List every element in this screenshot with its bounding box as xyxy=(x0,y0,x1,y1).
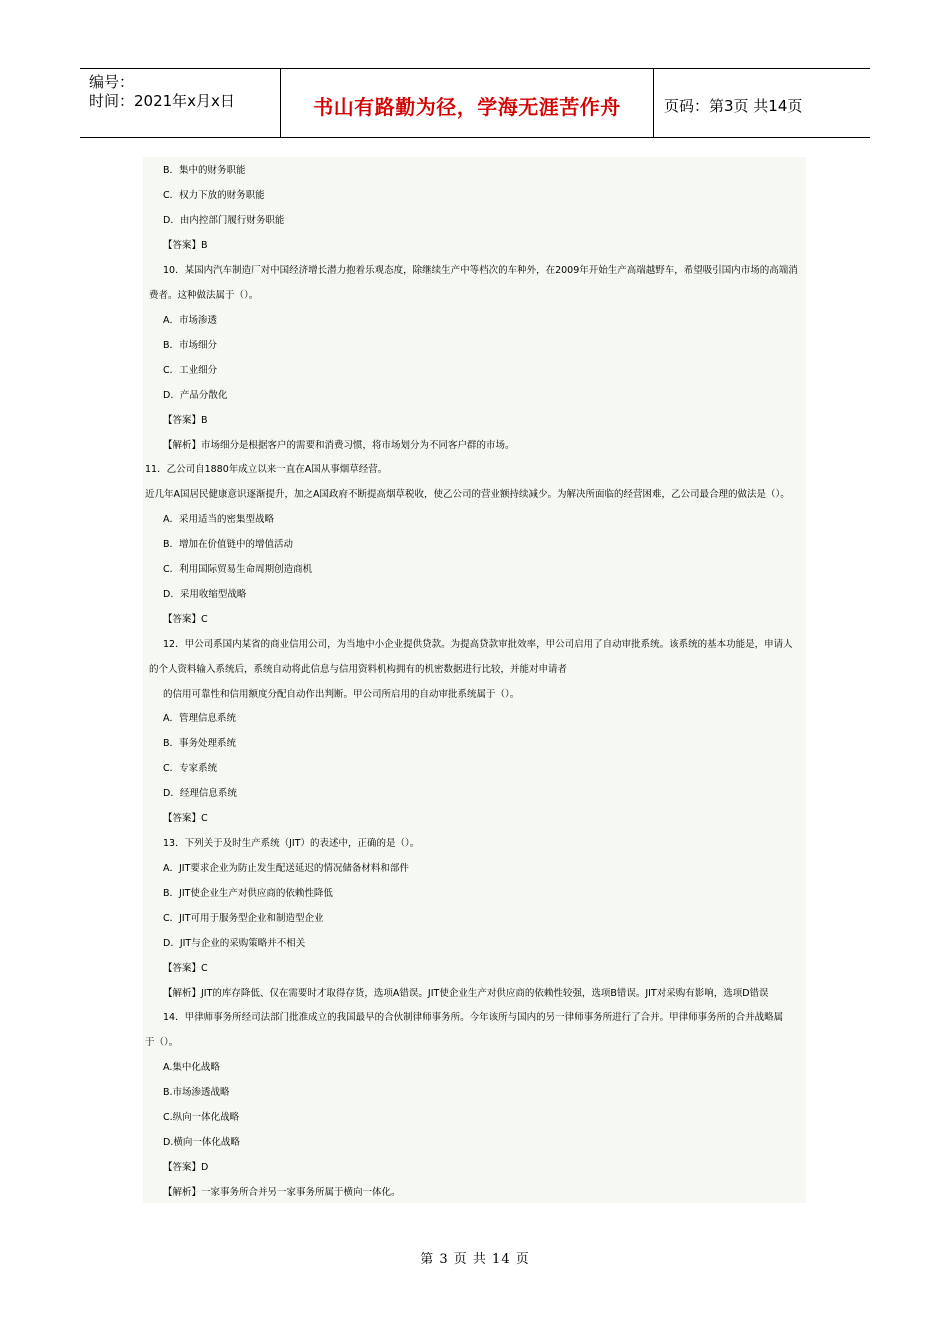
document-body xyxy=(143,157,806,1203)
page-footer: 第 3 页 共 14 页 xyxy=(420,1252,530,1267)
text-line: A．市场渗透 xyxy=(163,315,217,326)
text-line: 10．某国内汽车制造厂对中国经济增长潜力抱着乐观态度，除继续生产中等档次的车种外，在2009年开始生产高端越野车，希望吸引国内市场的高端消 xyxy=(163,265,798,276)
text-line: 【答案】B xyxy=(163,415,208,426)
text-line: 【答案】C xyxy=(163,963,208,974)
text-line: B．市场细分 xyxy=(163,340,218,351)
text-line: 于（）。 xyxy=(145,1037,179,1048)
text-line: 【答案】C xyxy=(163,813,208,824)
text-line: 近几年A国居民健康意识逐渐提升，加之A国政府不断提高烟草税收，使乙公司的营业额持续减少。为解决所面临的经营困难，乙公司最合理的做法是（）。 xyxy=(145,489,790,500)
text-line: C．专家系统 xyxy=(163,763,218,774)
text-line: 13．下列关于及时生产系统（JIT）的表述中，正确的是（）。 xyxy=(163,838,420,849)
text-line: C．JIT可用于服务型企业和制造型企业 xyxy=(163,913,324,924)
text-line: C．利用国际贸易生命周期创造商机 xyxy=(163,564,313,575)
text-line: 【解析】一家事务所合并另一家事务所属于横向一体化。 xyxy=(163,1187,401,1198)
text-line: 费者。这种做法属于（）。 xyxy=(149,290,259,301)
text-line: 【答案】D xyxy=(163,1162,209,1173)
text-line: 的信用可靠性和信用额度分配自动作出判断。甲公司所启用的自动审批系统属于（）。 xyxy=(163,689,520,700)
text-line: 【解析】市场细分是根据客户的需要和消费习惯，将市场划分为不同客户群的市场。 xyxy=(163,440,515,451)
text-line: 11．乙公司自1880年成立以来一直在A国从事烟草经营。 xyxy=(145,464,388,475)
text-line: D．JIT与企业的采购策略并不相关 xyxy=(163,938,306,949)
text-line: D．采用收缩型战略 xyxy=(163,589,247,600)
text-line: 14．甲律师事务所经司法部门批准成立的我国最早的合伙制律师事务所。今年该所与国内的另一律师事务所进行了合并。甲律师事务所的合并战略属 xyxy=(163,1012,784,1023)
text-line: D．产品分散化 xyxy=(163,390,228,401)
header-page-number: 页码：第3页 共14页 xyxy=(664,96,803,115)
text-line: B．集中的财务职能 xyxy=(163,165,246,176)
document-time: 时间：2021年x月x日 xyxy=(89,92,235,110)
document-number: 编号： xyxy=(89,73,135,91)
header-meta xyxy=(80,69,281,137)
text-line: A．JIT要求企业为防止发生配送延迟的情况储备材料和部件 xyxy=(163,863,409,874)
text-line: 12．甲公司系国内某省的商业信用公司，为当地中小企业提供贷款。为提高贷款审批效率，甲公司启用了自动审批系统。该系统的基本功能是，申请人 xyxy=(163,639,793,650)
page-header xyxy=(80,68,870,138)
text-line: B．事务处理系统 xyxy=(163,738,237,749)
text-line: 【答案】C xyxy=(163,614,208,625)
text-line: A．采用适当的密集型战略 xyxy=(163,514,274,525)
text-line: A．管理信息系统 xyxy=(163,713,236,724)
text-line: C．权力下放的财务职能 xyxy=(163,190,265,201)
header-motto: 书山有路勤为径，学海无涯苦作舟 xyxy=(281,69,654,137)
text-line: D.横向一体化战略 xyxy=(163,1137,240,1148)
text-line: C.纵向一体化战略 xyxy=(163,1112,240,1123)
text-line: A.集中化战略 xyxy=(163,1062,220,1073)
text-line: 【答案】B xyxy=(163,240,208,251)
text-line: 【解析】JIT的库存降低、仅在需要时才取得存货，选项A错误。JIT使企业生产对供应商的依赖性较强，选项B错误。JIT对采购有影响，选项D错误 xyxy=(163,988,769,999)
text-line: D．由内控部门履行财务职能 xyxy=(163,215,285,226)
text-line: D．经理信息系统 xyxy=(163,788,237,799)
text-line: B.市场渗透战略 xyxy=(163,1087,230,1098)
text-line: B．JIT使企业生产对供应商的依赖性降低 xyxy=(163,888,333,899)
text-line: C．工业细分 xyxy=(163,365,218,376)
text-line: 的个人资料输入系统后，系统自动将此信息与信用资料机构拥有的机密数据进行比较，并能对申请者 xyxy=(149,664,568,675)
text-line: B．增加在价值链中的增值活动 xyxy=(163,539,294,550)
